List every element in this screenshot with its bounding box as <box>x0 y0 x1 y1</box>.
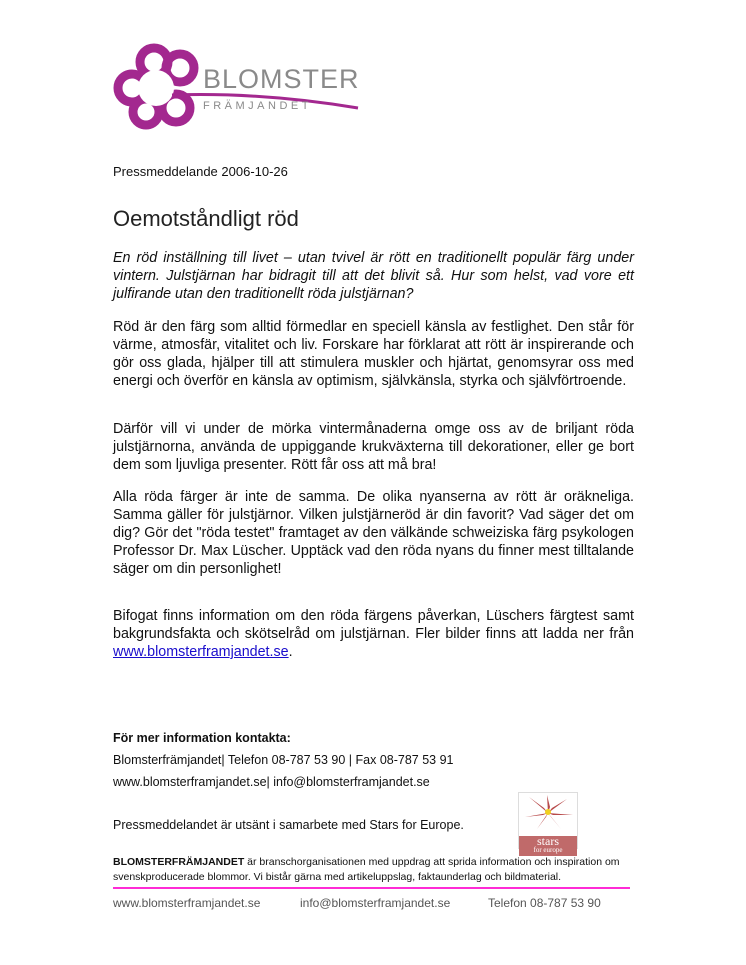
logo-subtext: FRÄMJANDET <box>203 100 312 112</box>
website-link[interactable]: www.blomsterframjandet.se <box>113 644 289 660</box>
logo-text: BLOMSTER <box>203 64 360 94</box>
org-name: BLOMSTERFRÄMJANDET <box>113 856 245 868</box>
stars-for-europe-logo <box>518 792 578 854</box>
attachment-end: . <box>288 644 293 660</box>
body-paragraph-1: Röd är den färg som alltid förmedlar en speciell känsla av festlighet. Den står för värme, atmosfär, vitalitet och liv. Forskare har förklarat att rött är inspirerande och gör oss glada, hjälper till att stimulera muskler och hjärtat, genomsyrar oss med energi och överför en känsla av optimism, självkänsla, styrka och självförtroende. <box>113 319 634 389</box>
stars-logo-subtext: for europe <box>533 846 563 854</box>
contact-line-2: www.blomsterframjandet.se| info@blomsterframjandet.se <box>113 775 430 789</box>
poinsettia-icon <box>519 793 577 831</box>
body-paragraph-3: Alla röda färger är inte de samma. De olika nyanserna av rött är oräkneliga. Samma gäller för julstjärnor. Vilken julstjärneröd är din favorit? Vad säger det om dig? Gör det "röda testet" framtaget av den välkände schweiziska färg psykologen Professor Dr. Max Lüscher. Upptäck vad den röda nyans du finner mest tilltalande säger om din personlighet! <box>113 489 634 577</box>
contact-heading: För mer information kontakta: <box>113 731 291 745</box>
footer-phone: Telefon 08-787 53 90 <box>488 896 601 910</box>
page-title: Oemotståndligt röd <box>113 206 299 231</box>
footer-website: www.blomsterframjandet.se <box>113 896 261 910</box>
attachment-text: Bifogat finns information om den röda färgens påverkan, Lüschers färgtest samt bakgrundsfakta och skötselråd om julstjärnan. Fler bilder finns att ladda ner från <box>113 608 634 642</box>
about-description: är branschorganisationen med uppdrag att sprida information och inspiration om svenskproducerade blommor. Vi bistår gärna med artikeluppslag, faktaunderlag och bildmaterial. <box>113 856 620 883</box>
press-date: Pressmeddelande 2006-10-26 <box>113 164 288 179</box>
body-paragraph-2: Därför vill vi under de mörka vintermånaderna omge oss av de briljant röda julstjärnorna, använda de uppiggande krukväxterna till dekorationer, eller ge bort dem som ljuvliga presenter. Rött får oss att må bra! <box>113 421 634 473</box>
cooperation-text: Pressmeddelandet är utsänt i samarbete med Stars for Europe. <box>113 818 464 832</box>
contact-line-1: Blomsterfrämjandet| Telefon 08-787 53 90 | Fax 08-787 53 91 <box>113 753 454 767</box>
intro-paragraph: En röd inställning till livet – utan tvivel är rött en traditionellt populär färg under vintern. Julstjärnan har bidragit till att det blivit så. Hur som helst, vad vore ett julfirande utan den traditionellt röda julstjärnan? <box>113 250 634 302</box>
about-text <box>113 855 633 885</box>
footer-email: info@blomsterframjandet.se <box>300 896 451 910</box>
divider <box>113 887 630 889</box>
stars-logo-text: stars <box>537 834 559 848</box>
attachment-paragraph <box>113 607 634 661</box>
